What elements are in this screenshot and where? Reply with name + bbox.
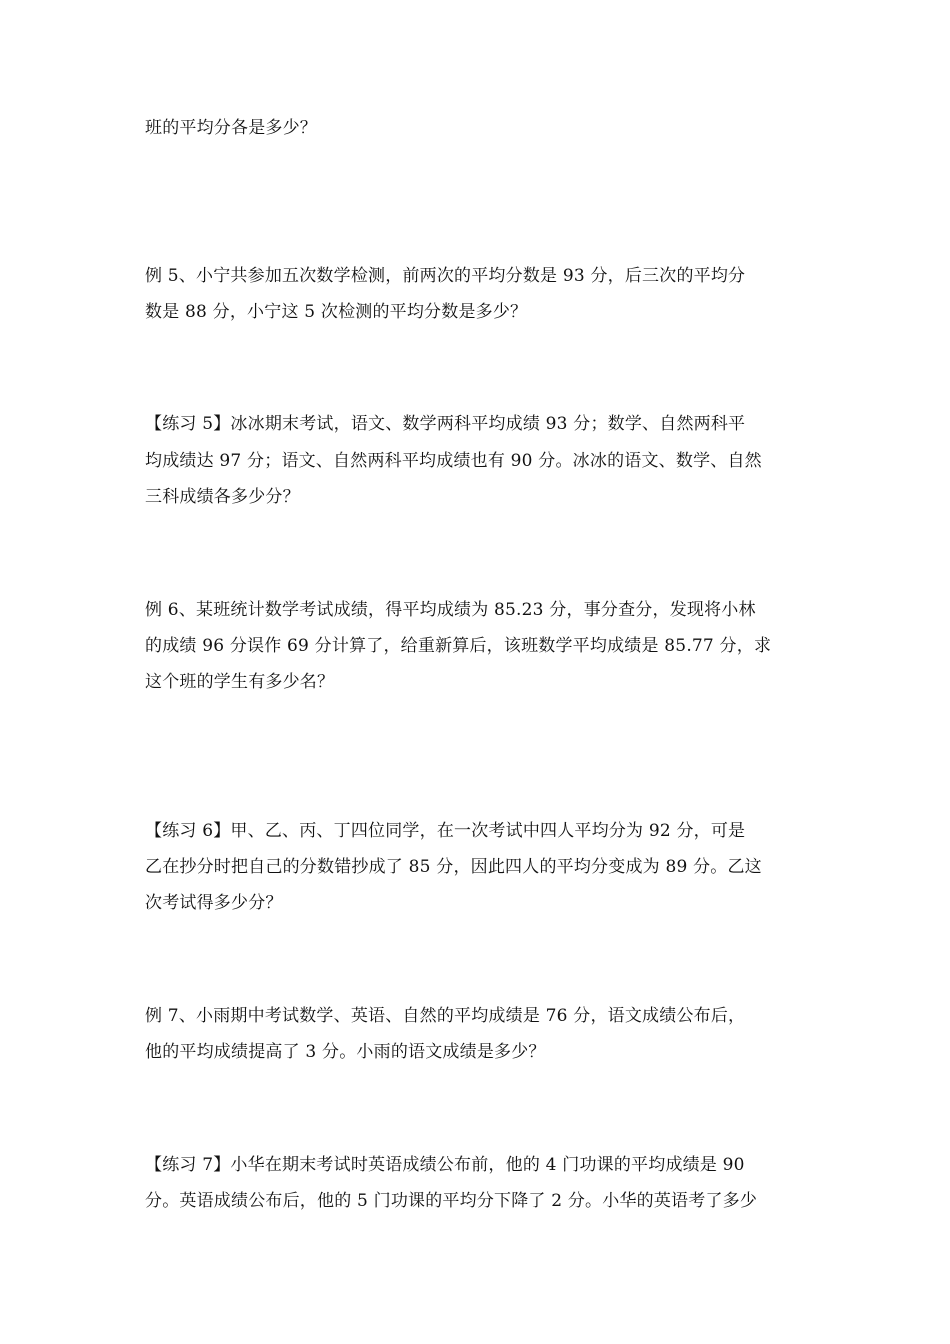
text-line: 例 6、某班统计数学考试成绩，得平均成绩为 85.23 分，事分查分，发现将小林 <box>145 600 756 620</box>
text-line: 均成绩达 97 分；语文、自然两科平均成绩也有 90 分。冰冰的语文、数学、自然 <box>145 451 762 471</box>
text-line: 【练习 6】甲、乙、丙、丁四位同学，在一次考试中四人平均分为 92 分，可是 <box>145 821 746 841</box>
text-line: 例 7、小雨期中考试数学、英语、自然的平均成绩是 76 分，语文成绩公布后， <box>145 1006 746 1026</box>
text-line: 【练习 7】小华在期末考试时英语成绩公布前，他的 4 门功课的平均成绩是 90 <box>145 1155 745 1175</box>
text-line: 他的平均成绩提高了 3 分。小雨的语文成绩是多少？ <box>145 1042 546 1062</box>
text-line: 班的平均分各是多少？ <box>145 118 317 138</box>
text-line: 乙在抄分时把自己的分数错抄成了 85 分，因此四人的平均分变成为 89 分。乙这 <box>145 857 762 877</box>
text-line: 三科成绩各多少分？ <box>145 487 300 507</box>
text-line: 【练习 5】冰冰期末考试，语文、数学两科平均成绩 93 分；数学、自然两科平 <box>145 414 746 434</box>
text-line: 的成绩 96 分误作 69 分计算了，给重新算后，该班数学平均成绩是 85.77 分，求 <box>145 636 772 656</box>
text-line: 例 5、小宁共参加五次数学检测，前两次的平均分数是 93 分，后三次的平均分 <box>145 266 746 286</box>
text-line: 次考试得多少分？ <box>145 893 283 913</box>
text-line: 数是 88 分，小宁这 5 次检测的平均分数是多少？ <box>145 302 528 322</box>
text-line: 分。英语成绩公布后，他的 5 门功课的平均分下降了 2 分。小华的英语考了多少 <box>145 1191 758 1211</box>
text-line: 这个班的学生有多少名？ <box>145 672 335 692</box>
